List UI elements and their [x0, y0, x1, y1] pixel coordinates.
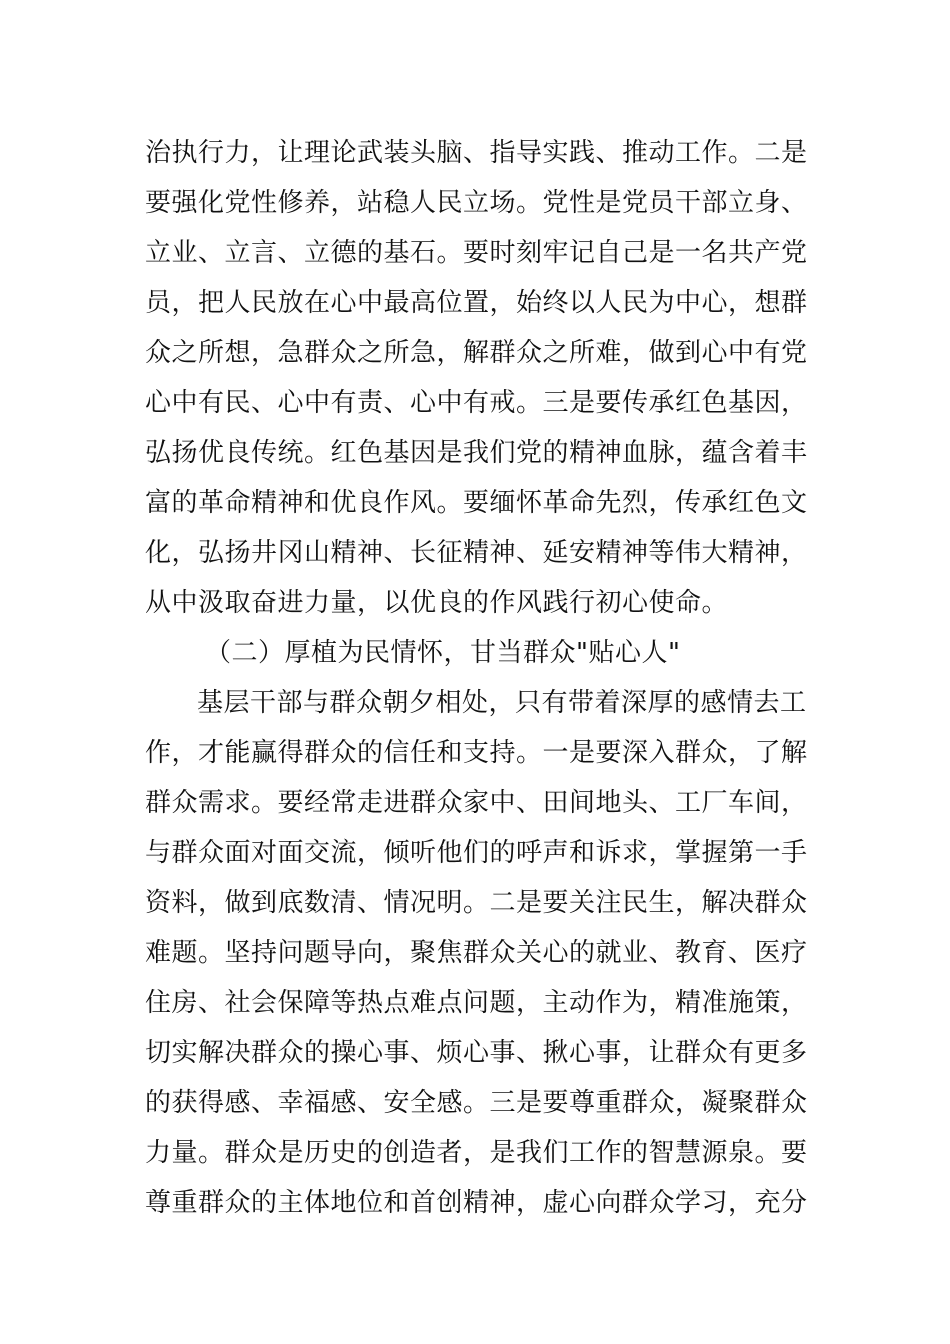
text-line: 基层干部与群众朝夕相处，只有带着深厚的感情去工	[197, 688, 807, 718]
text-line: 从中汲取奋进力量，以优良的作风践行初心使命。	[145, 588, 729, 618]
text-line: 要强化党性修养，站稳人民立场。党性是党员干部立身、	[145, 188, 808, 218]
text-line: 化，弘扬井冈山精神、长征精神、延安精神等伟大精神，	[145, 538, 808, 568]
text-line: 难题。坚持问题导向，聚焦群众关心的就业、教育、医疗	[145, 938, 808, 968]
text-line: 心中有民、心中有责、心中有戒。三是要传承红色基因，	[145, 388, 808, 418]
text-line: 员，把人民放在心中最高位置，始终以人民为中心，想群	[145, 288, 808, 318]
text-line: 治执行力，让理论武装头脑、指导实践、推动工作。二是	[145, 138, 808, 168]
text-line: 资料，做到底数清、情况明。二是要关注民生，解决群众	[145, 888, 808, 918]
section-heading: （二）厚植为民情怀，甘当群众"贴心人"	[205, 638, 681, 668]
body-text	[145, 128, 810, 1228]
text-line: 弘扬优良传统。红色基因是我们党的精神血脉，蕴含着丰	[145, 438, 808, 468]
text-line: 住房、社会保障等热点难点问题，主动作为，精准施策，	[145, 988, 808, 1018]
text-line: 富的革命精神和优良作风。要缅怀革命先烈，传承红色文	[145, 488, 808, 518]
text-line: 切实解决群众的操心事、烦心事、揪心事，让群众有更多	[145, 1038, 808, 1068]
text-line: 众之所想，急群众之所急，解群众之所难，做到心中有党	[145, 338, 808, 368]
text-line: 力量。群众是历史的创造者，是我们工作的智慧源泉。要	[145, 1138, 808, 1168]
text-line: 立业、立言、立德的基石。要时刻牢记自己是一名共产党	[145, 238, 808, 268]
text-line: 的获得感、幸福感、安全感。三是要尊重群众，凝聚群众	[145, 1088, 808, 1118]
text-line: 作，才能赢得群众的信任和支持。一是要深入群众，了解	[145, 738, 808, 768]
text-line: 尊重群众的主体地位和首创精神，虚心向群众学习，充分	[145, 1188, 808, 1218]
text-line: 与群众面对面交流，倾听他们的呼声和诉求，掌握第一手	[145, 838, 808, 868]
text-line: 群众需求。要经常走进群众家中、田间地头、工厂车间，	[145, 788, 808, 818]
